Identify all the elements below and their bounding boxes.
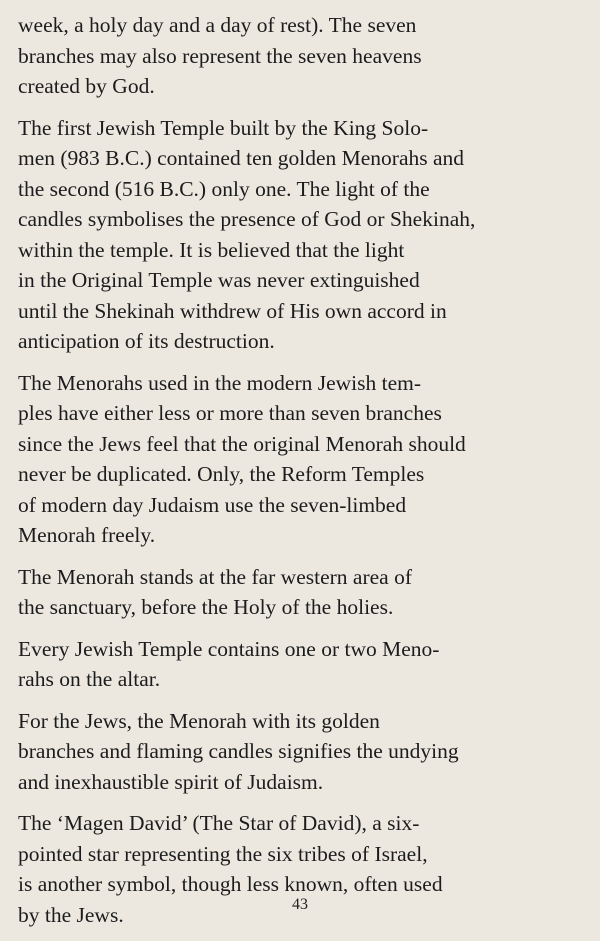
text-line: week, a holy day and a day of rest). The seven [18, 13, 417, 37]
text-line: within the temple. It is believed that the light [18, 237, 405, 262]
text-line: The ‘Magen David’ (The Star of David), a six- [18, 811, 420, 835]
text-line: in the Original Temple was never extinguished [18, 268, 420, 292]
text-line: is another symbol, though less known, often used [18, 872, 443, 896]
text-line: ples have either less or more than seven branches [18, 401, 442, 425]
text-line: Every Jewish Temple contains one or two Meno- [18, 636, 440, 661]
text-line: The Menorah stands at the far western area of [18, 564, 412, 589]
text-line: and inexhaustible spirit of Judaism. [18, 769, 324, 794]
text-line: until the Shekinah withdrew of His own accord in [18, 298, 447, 323]
paragraph [18, 113, 586, 357]
text-line: by the Jews. [18, 902, 124, 927]
page-number: 43 [292, 896, 308, 913]
text-line: branches may also represent the seven heavens [18, 43, 422, 68]
text-line: branches and flaming candles signifies the undying [18, 739, 459, 763]
body-text [18, 10, 586, 941]
paragraph [18, 10, 586, 102]
text-line: since the Jews feel that the original Menorah should [18, 431, 466, 456]
paragraph [18, 368, 586, 551]
paragraph [18, 706, 586, 798]
text-line: the second (516 B.C.) only one. The light of the [18, 176, 430, 201]
text-line: rahs on the altar. [18, 667, 161, 691]
text-line: candles symbolises the presence of God or Shekinah, [18, 207, 476, 231]
paragraph [18, 634, 586, 695]
text-line: the sanctuary, before the Holy of the holies. [18, 595, 394, 619]
text-line: anticipation of its destruction. [18, 329, 275, 353]
text-line: of modern day Judaism use the seven-limbed [18, 492, 407, 517]
text-line: men (983 B.C.) contained ten golden Menorahs and [18, 146, 465, 170]
text-line: The Menorahs used in the modern Jewish tem- [18, 370, 422, 395]
text-line: The first Jewish Temple built by the King Solo- [18, 115, 429, 140]
paragraph [18, 562, 586, 623]
text-line: Menorah freely. [18, 523, 156, 547]
text-line: created by God. [18, 74, 155, 98]
text-line: pointed star representing the six tribes of Israel, [18, 841, 428, 866]
text-line: For the Jews, the Menorah with its golden [18, 708, 380, 733]
text-line: never be duplicated. Only, the Reform Temples [18, 462, 425, 486]
